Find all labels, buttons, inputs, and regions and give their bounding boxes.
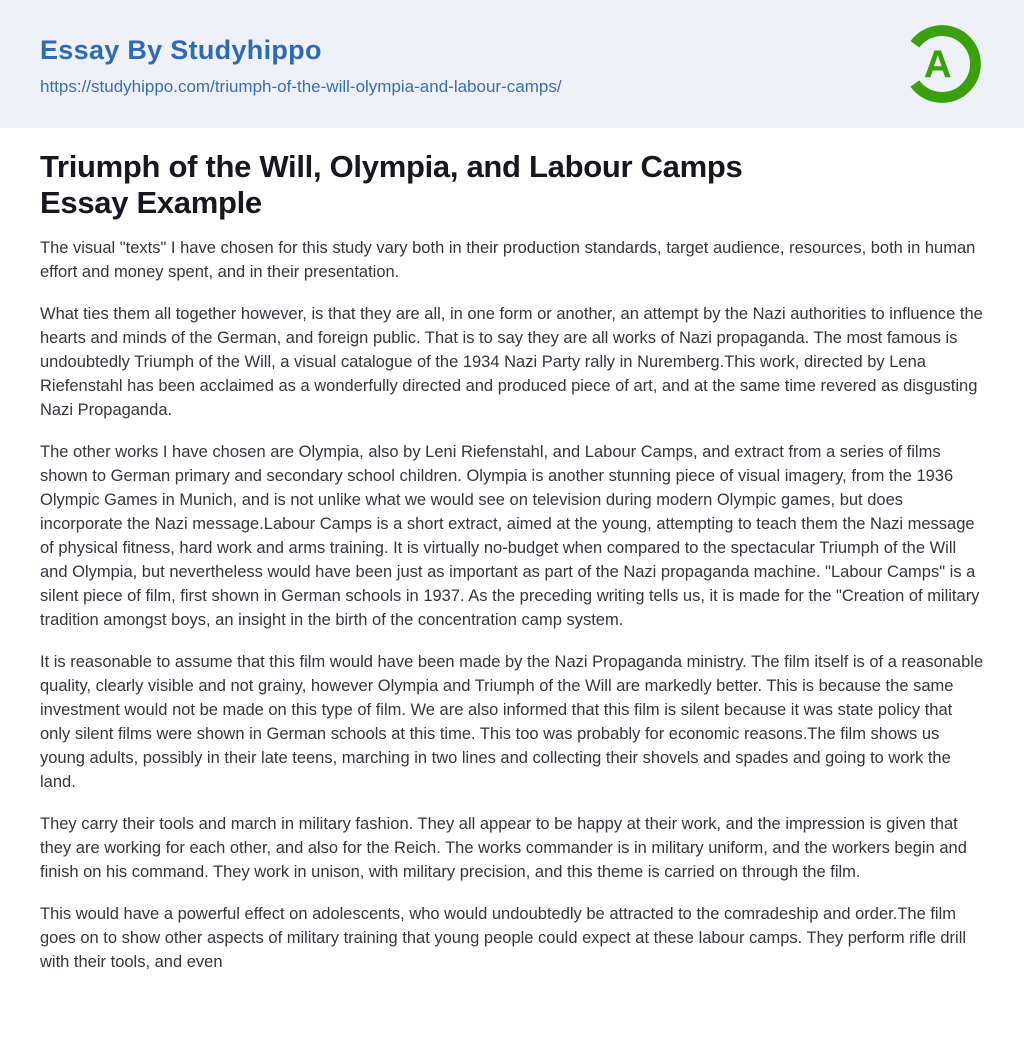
essay-body	[40, 236, 984, 974]
essay-content	[0, 128, 1024, 974]
essay-paragraph: The visual "texts" I have chosen for this study vary both in their production standards, target audience, resources, both in human effort and money spent, and in their presentation.	[40, 239, 976, 281]
studyhippo-logo-icon	[896, 12, 988, 116]
page-header	[0, 0, 1024, 128]
essay-title-line2: Essay Example	[40, 185, 262, 220]
essay-paragraph: The other works I have chosen are Olympia, also by Leni Riefenstahl, and Labour Camps, and extract from a series of films shown to German primary and secondary school children. Olympia is another stunning piece of visual imagery, from the 1936 Olympic Games in Munich, and is not unlike what we would see on television during modern Olympic games, but does incorporate the Nazi message.Labour Camps is a short extract, aimed at the young, attempting to teach them the Nazi message of physical fitness, hard work and arms training. It is virtually no-budget when compared to the spectacular Triumph of the Will and Olympia, but nevertheless would have been just as important as part of the Nazi propaganda machine. "Labour Camps" is a silent piece of film, first shown in German schools in 1937. As the preceding writing tells us, it is made for the "Creation of military tradition amongst boys, an insight in the birth of the concentration camp system.	[40, 443, 980, 629]
essay-paragraph: This would have a powerful effect on adolescents, who would undoubtedly be attracted to the comradeship and order.The film goes on to show other aspects of military training that young people could expect at these labour camps. They perform rifle drill with their tools, and even	[40, 905, 967, 971]
brand-title: Essay By Studyhippo	[40, 35, 322, 65]
logo-letter: A	[923, 43, 952, 87]
page-url-link[interactable]: https://studyhippo.com/triumph-of-the-will-olympia-and-labour-camps/	[40, 77, 562, 96]
essay-title	[40, 149, 984, 221]
essay-paragraph: They carry their tools and march in military fashion. They all appear to be happy at their work, and the impression is given that they are working for each other, and also for the Reich. The works commander is in military uniform, and the workers begin and finish on his command. They work in unison, with military precision, and this theme is carried on through the film.	[40, 815, 967, 881]
header-text-block	[40, 31, 562, 97]
essay-paragraph: It is reasonable to assume that this film would have been made by the Nazi Propaganda ministry. The film itself is of a reasonable quality, clearly visible and not grainy, however Olympia and Triumph of the Will are markedly better. This is because the same investment would not be made on this type of film. We are also informed that this film is silent because it was state policy that only silent films were shown in German schools at this time. This too was probably for economic reasons.The film shows us young adults, possibly in their late teens, marching in two lines and collecting their shovels and spades and going to work the land.	[40, 653, 984, 791]
essay-title-line1: Triumph of the Will, Olympia, and Labour Camps	[40, 149, 743, 184]
essay-paragraph: What ties them all together however, is that they are all, in one form or another, an attempt by the Nazi authorities to influence the hearts and minds of the German, and foreign public. That is to say they are all works of Nazi propaganda. The most famous is undoubtedly Triumph of the Will, a visual catalogue of the 1934 Nazi Party rally in Nuremberg.This work, directed by Lena Riefenstahl has been acclaimed as a wonderfully directed and produced piece of art, and at the same time revered as disgusting Nazi Propaganda.	[40, 305, 983, 419]
